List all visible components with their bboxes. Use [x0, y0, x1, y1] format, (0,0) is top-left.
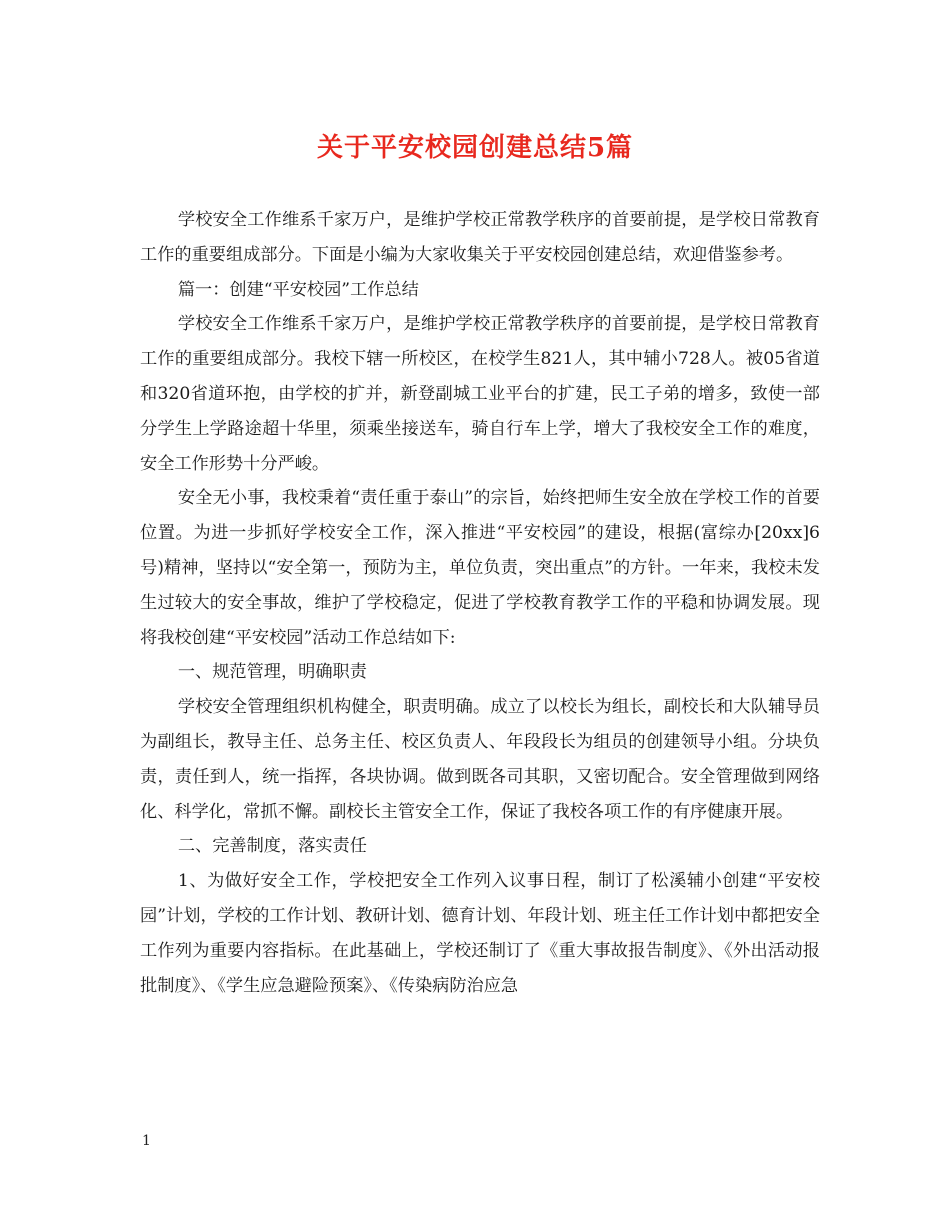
section-heading-management: 一、规范管理，明确职责 — [177, 662, 367, 683]
document-title: 关于平安校园创建总结5篇 — [316, 133, 634, 163]
body-paragraph: 安全无小事，我校秉着“责任重于泰山”的宗旨，始终把师生安全放在学校工作的首要位置。为进一步抓好学校安全工作，深入推进“平安校园”的建设，根据(富综办[20xx]6号)精神，坚持以“安全第一，预防为主，单位负责，突出重点”的方针。一年来，我校未发生过较大的安全事故，维护了学校稳定，促进了学校教育教学工作的平稳和协调发展。现将我校创建“平安校园”活动工作总结如下: — [140, 488, 820, 648]
section-heading-system: 二、完善制度，落实责任 — [177, 836, 367, 857]
body-paragraph: 1、为做好安全工作，学校把安全工作列入议事日程，制订了松溪辅小创建“平安校园”计划，学校的工作计划、教研计划、德育计划、年段计划、班主任工作计划中都把安全工作列为重要内容指标。在此基础上，学校还制订了《重大事故报告制度》、《外出活动报批制度》、《学生应急避险预案》、《传染病防治应急 — [140, 871, 820, 996]
body-paragraph: 学校安全管理组织机构健全，职责明确。成立了以校长为组长，副校长和大队辅导员为副组长，教导主任、总务主任、校区负责人、年段段长为组员的创建领导小组。分块负责，责任到人，统一指挥，各块协调。做到既各司其职，又密切配合。安全管理做到网络化、科学化，常抓不懈。副校长主管安全工作，保证了我校各项工作的有序健康开展。 — [140, 697, 820, 822]
document-body — [140, 203, 820, 1003]
page-number: 1 — [142, 1133, 151, 1149]
section-heading-part-one: 篇一：创建“平安校园”工作总结 — [177, 279, 419, 300]
intro-paragraph: 学校安全工作维系千家万户，是维护学校正常教学秩序的首要前提，是学校日常教育工作的重要组成部分。下面是小编为大家收集关于平安校园创建总结，欢迎借鉴参考。 — [140, 210, 820, 265]
body-paragraph: 学校安全工作维系千家万户，是维护学校正常教学秩序的首要前提，是学校日常教育工作的重要组成部分。我校下辖一所校区，在校学生821人，其中辅小728人。被05省道和320省道环抱，由学校的扩并，新登副城工业平台的扩建，民工子弟的增多，致使一部分学生上学路途超十华里，须乘坐接送车，骑自行车上学，增大了我校安全工作的难度，安全工作形势十分严峻。 — [140, 314, 820, 474]
